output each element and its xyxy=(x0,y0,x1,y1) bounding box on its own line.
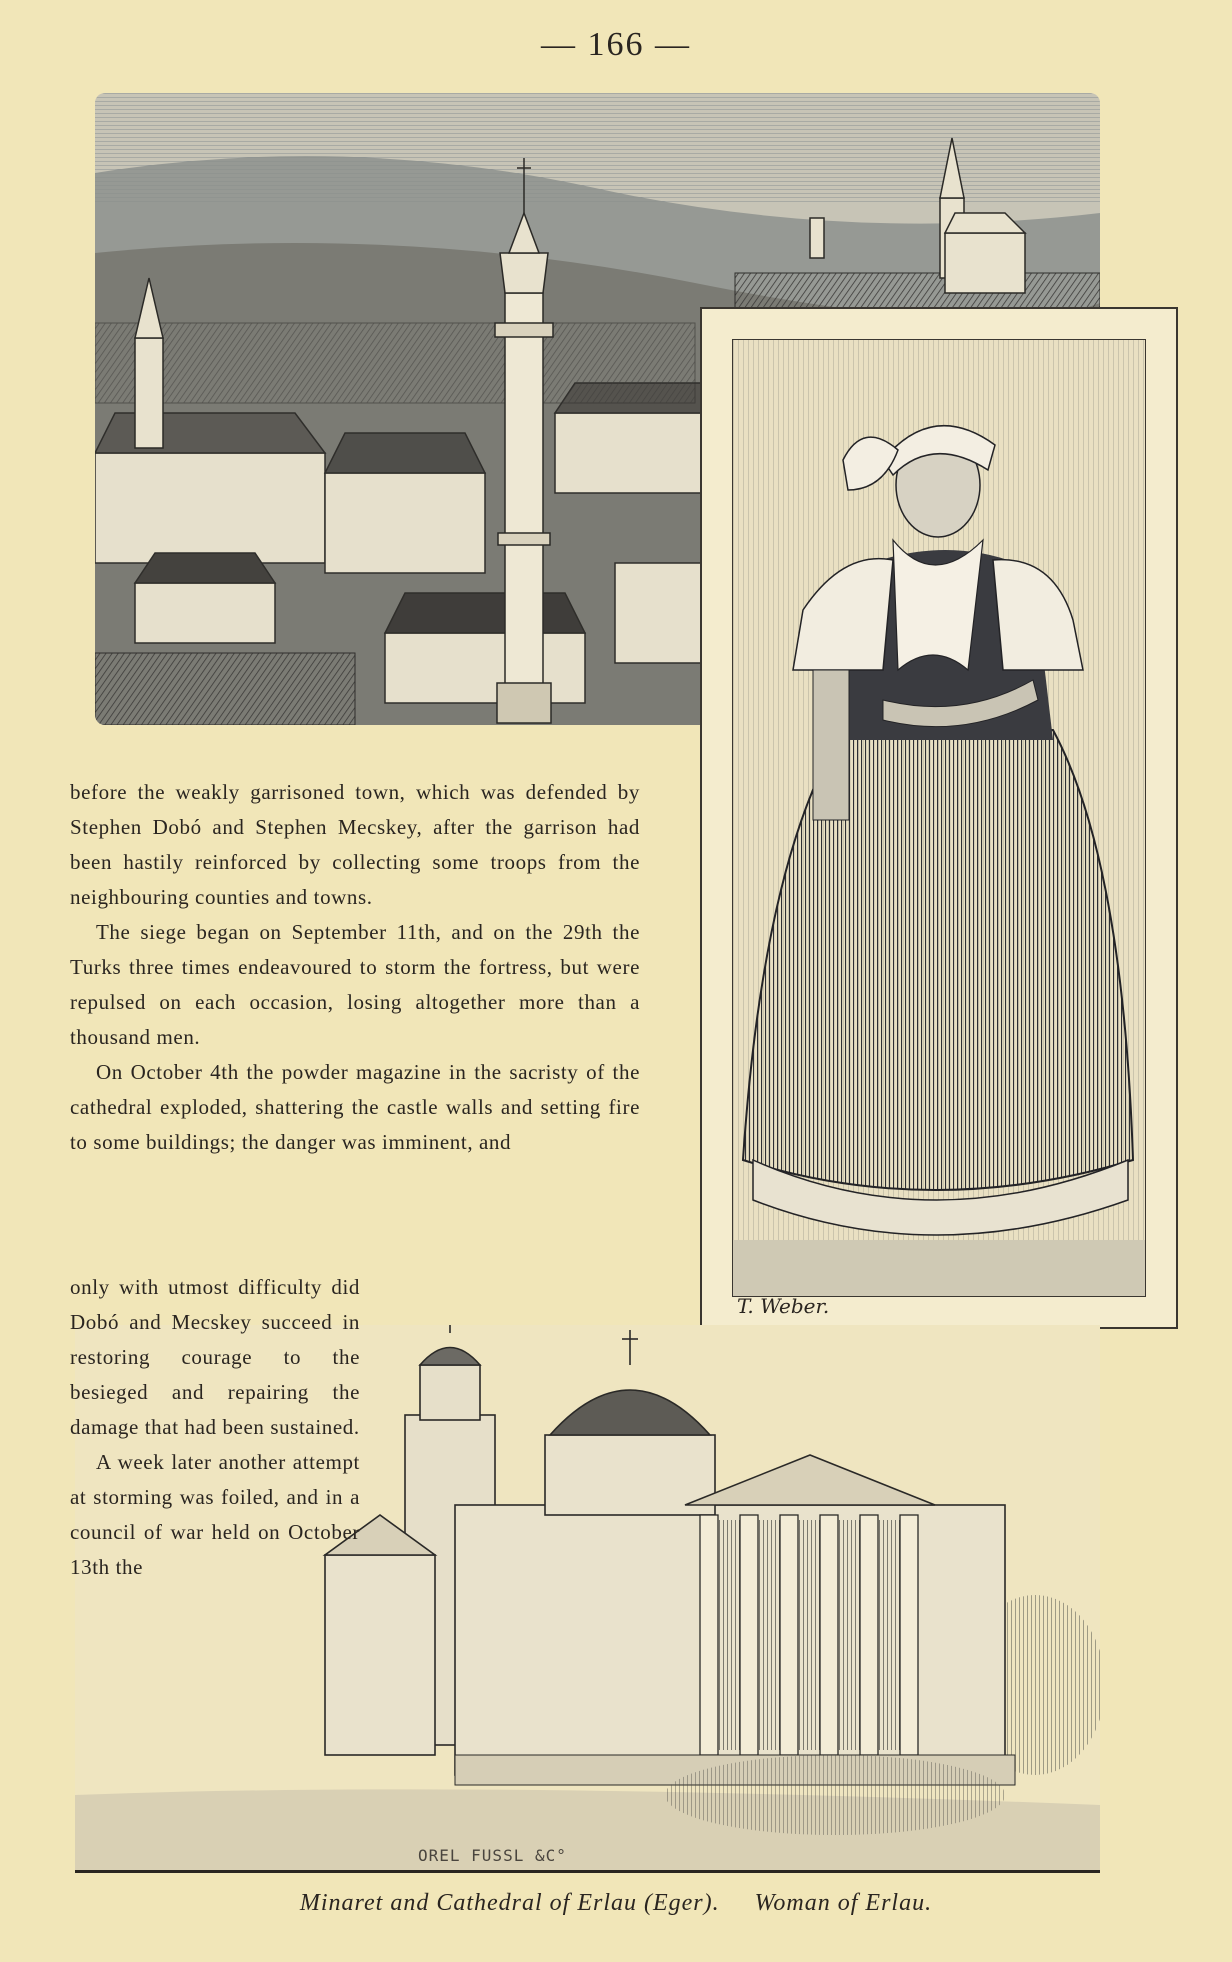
caption-right: Woman of Erlau. xyxy=(754,1890,933,1916)
paragraph-4: A week later another attempt at storming was foiled, and in a council of war held on October 13th the xyxy=(70,1450,360,1579)
artist-signature: T. Weber. xyxy=(737,1294,830,1318)
caption-left: Minaret and Cathedral of Erlau (Eger). xyxy=(299,1890,720,1916)
paragraph-1: before the weakly garrisoned town, which was defended by Stephen Dobó and Stephen Mecskey, after the garrison had been hastily reinforced by collecting some troops from the neighbouring counties and towns. xyxy=(70,780,640,909)
body-text-upper xyxy=(70,775,640,1160)
paragraph-3-upper: On October 4th the powder magazine in the sacristy of the cathedral exploded, shattering the castle walls and setting fire to some buildings; the danger was imminent, and xyxy=(70,1060,640,1154)
woman-illustration xyxy=(733,340,1145,1296)
body-text-lower xyxy=(70,1270,360,1585)
paragraph-3-lower: only with utmost difficulty did Dobó and Mecskey succeed in restoring courage to the besieged and repairing the damage that had been sustained. xyxy=(70,1275,360,1439)
figure-caption xyxy=(0,1890,1232,1917)
page-number: — 166 — xyxy=(541,26,691,63)
engraver-mark: OREL FUSSL &C° xyxy=(418,1846,567,1865)
woman-engraving-frame xyxy=(732,339,1146,1297)
paragraph-2: The siege began on September 11th, and on the 29th the Turks three times endeavoured to storm the fortress, but were repulsed on each occasion, losing altogether more than a thousand men. xyxy=(70,920,640,1049)
woman-of-erlau-engraving xyxy=(700,307,1178,1329)
